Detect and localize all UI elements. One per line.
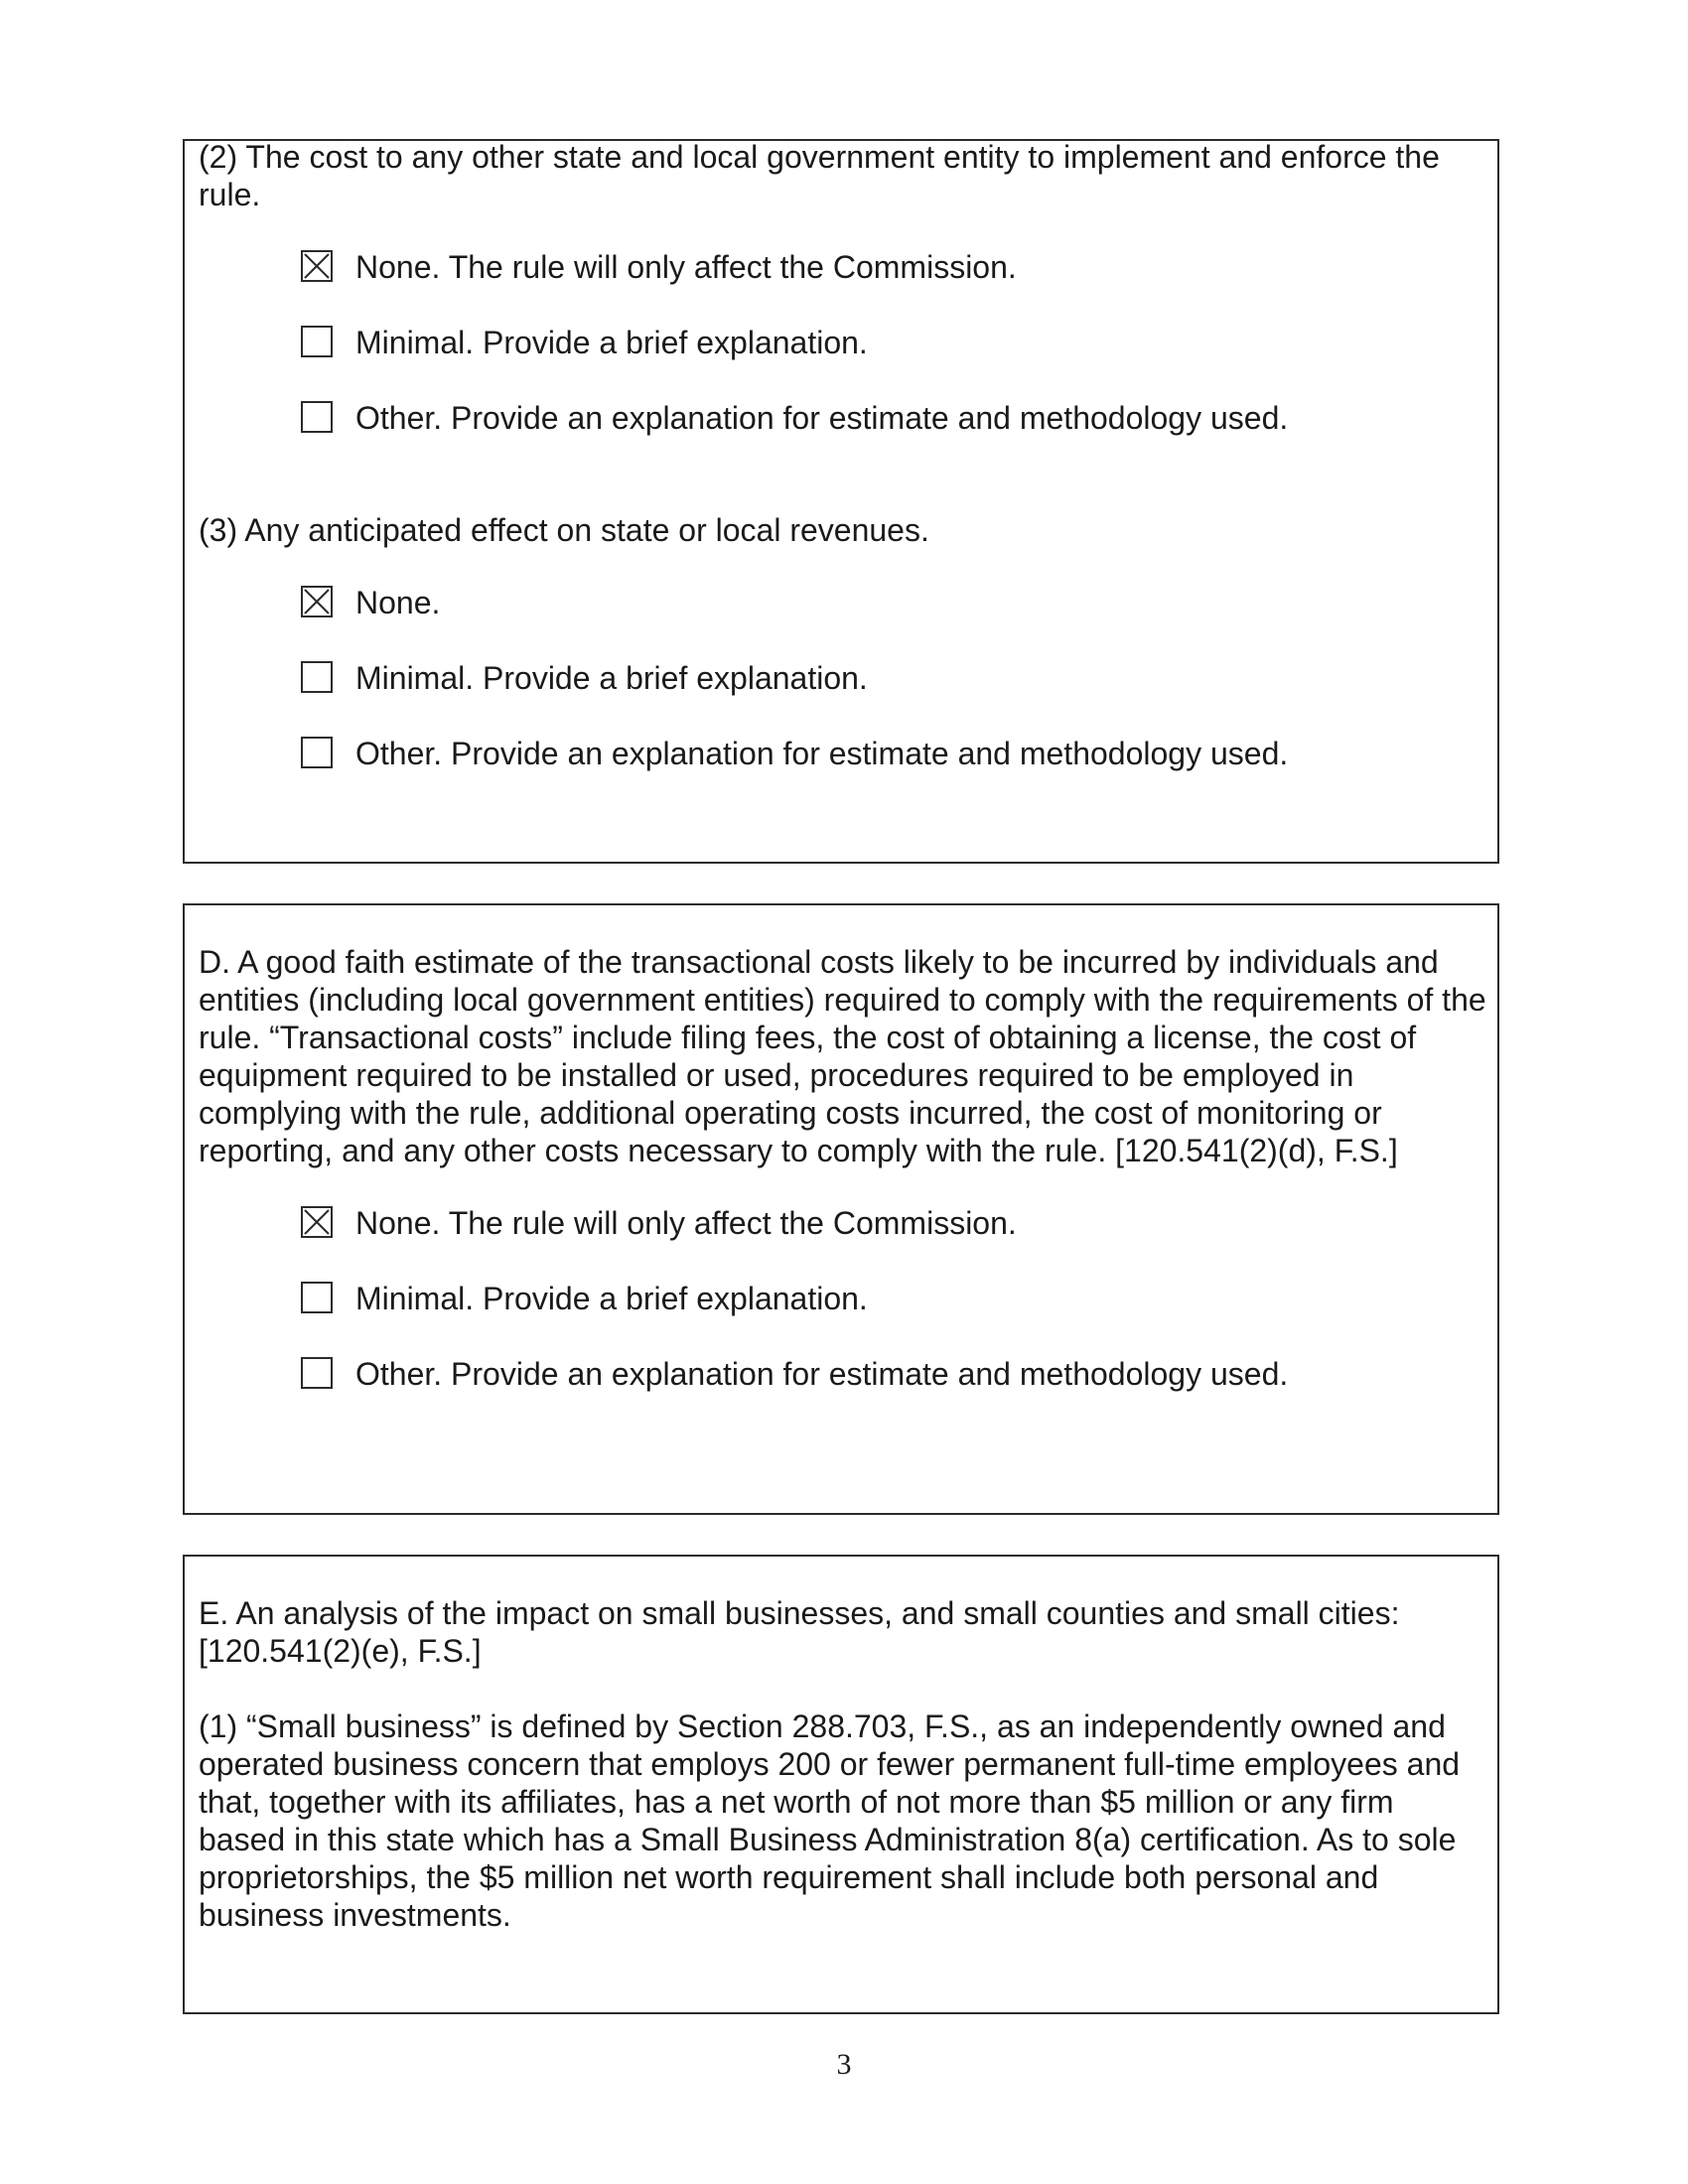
option-row[interactable] — [301, 659, 1497, 697]
checkbox-unchecked-icon[interactable] — [301, 661, 333, 693]
option-row[interactable] — [301, 324, 1497, 361]
question-3-text: (3) Any anticipated effect on state or local revenues. — [199, 512, 929, 548]
question-2-options — [199, 248, 1497, 437]
option-label: None. The rule will only affect the Commission. — [355, 249, 1017, 285]
option-label: Other. Provide an explanation for estimate and methodology used. — [355, 736, 1289, 771]
option-label: None. — [355, 585, 441, 620]
checkbox-checked-icon[interactable] — [301, 1206, 333, 1238]
question-3-options — [199, 584, 1497, 772]
checkbox-checked-icon[interactable] — [301, 586, 333, 617]
option-row[interactable] — [301, 1355, 1497, 1393]
question-2-text: (2) The cost to any other state and local government entity to implement and enforce the rule. — [199, 139, 1440, 212]
section-e-heading: E. An analysis of the impact on small businesses, and small counties and small cities: [120.541(2)(e), F.S.] — [199, 1595, 1400, 1669]
option-label: Minimal. Provide a brief explanation. — [355, 325, 868, 360]
option-row[interactable] — [301, 1280, 1497, 1317]
page-number: 3 — [836, 2048, 852, 2081]
checkbox-unchecked-icon[interactable] — [301, 326, 333, 357]
section-d-options — [199, 1204, 1497, 1393]
option-row[interactable] — [301, 1204, 1497, 1242]
option-row[interactable] — [301, 248, 1497, 286]
option-row[interactable] — [301, 735, 1497, 772]
option-label: None. The rule will only affect the Commission. — [355, 1205, 1017, 1241]
checkbox-unchecked-icon[interactable] — [301, 401, 333, 433]
section-d-text: D. A good faith estimate of the transactional costs likely to be incurred by individuals and entities (including local government entities) required to comply with the requirements of the rule. “Transactional costs” include filing fees, the cost of obtaining a license, the cost of equipment required to be installed or used, procedures required to be employed in complying with the rule, additional operating costs incurred, the cost of monitoring or reporting, and any other costs necessary to comply with the rule. [120.541(2)(d), F.S.] — [199, 944, 1486, 1168]
checkbox-unchecked-icon[interactable] — [301, 1357, 333, 1389]
checkbox-checked-icon[interactable] — [301, 250, 333, 282]
small-business-definition-text: (1) “Small business” is defined by Section 288.703, F.S., as an independently owned and operated business concern that employs 200 or fewer permanent full-time employees and that, together with its affiliates, has a net worth of not more than $5 million or any firm based in this state which has a Small Business Administration 8(a) certification. As to sole proprietorships, the $5 million net worth requirement shall include both personal and business investments. — [199, 1708, 1461, 1933]
option-label: Other. Provide an explanation for estimate and methodology used. — [355, 1356, 1289, 1392]
small-business-impact-box — [183, 1555, 1499, 2014]
checkbox-unchecked-icon[interactable] — [301, 1282, 333, 1313]
transactional-costs-box — [183, 903, 1499, 1515]
cost-section-box — [183, 139, 1499, 864]
checkbox-unchecked-icon[interactable] — [301, 737, 333, 768]
option-row[interactable] — [301, 399, 1497, 437]
option-label: Minimal. Provide a brief explanation. — [355, 1281, 868, 1316]
option-row[interactable] — [301, 584, 1497, 621]
option-label: Other. Provide an explanation for estimate and methodology used. — [355, 400, 1289, 436]
option-label: Minimal. Provide a brief explanation. — [355, 660, 868, 696]
